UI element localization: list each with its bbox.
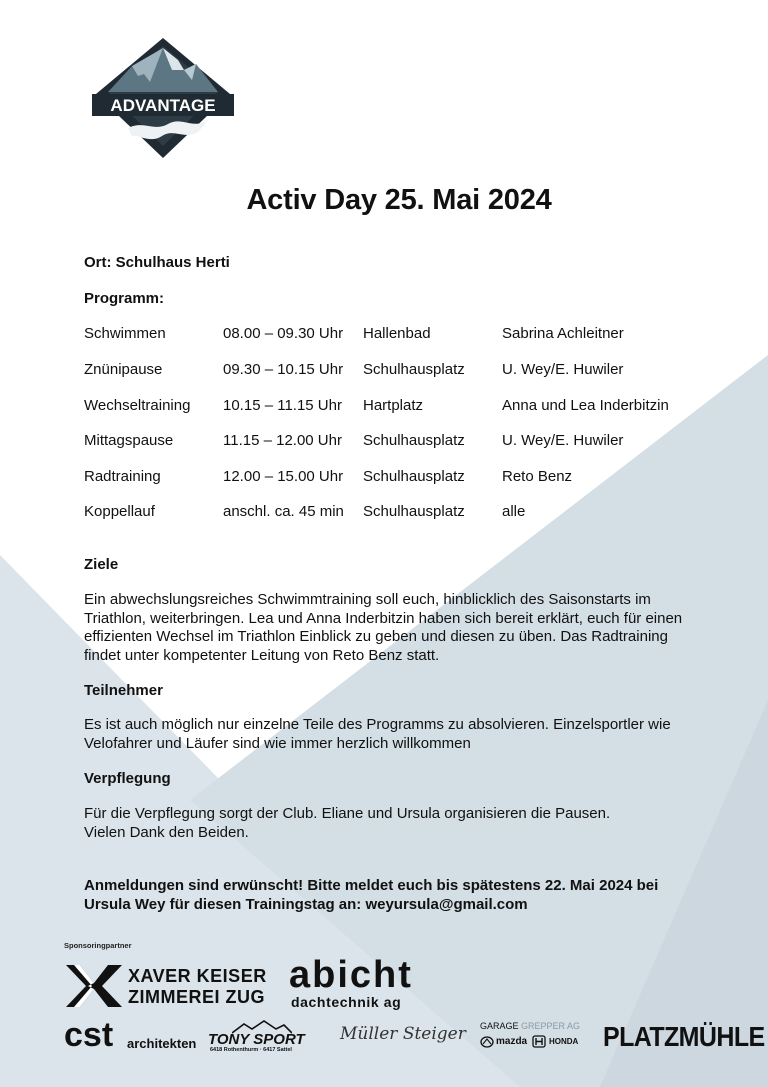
program-activity: Wechseltraining: [84, 397, 191, 414]
tony-sport-name: TONY SPORT: [208, 1031, 305, 1048]
program-lead: U. Wey/E. Huwiler: [502, 361, 624, 378]
program-place: Schulhausplatz: [363, 503, 465, 520]
mazda-name: mazda: [496, 1036, 528, 1047]
program-lead: Sabrina Achleitner: [502, 325, 624, 342]
program-time: 12.00 – 15.00 Uhr: [223, 468, 344, 485]
program-lead: Anna und Lea Inderbitzin: [502, 397, 669, 414]
xaver-keiser-line: XAVER KEISER: [128, 966, 267, 986]
xaver-keiser-line: ZIMMEREI ZUG: [128, 987, 265, 1007]
garage-name: [480, 1021, 580, 1031]
program-place: Hallenbad: [363, 325, 431, 342]
catering-line: Vielen Dank den Beiden.: [84, 823, 249, 841]
program-activity: Schwimmen: [84, 325, 166, 342]
garage-name-b: GREPPER AG: [521, 1021, 581, 1031]
program-place: Schulhausplatz: [363, 468, 465, 485]
page-title: Activ Day 25. Mai 2024: [246, 184, 552, 216]
xaver-keiser-icon: [64, 963, 124, 1009]
program-label: Programm:: [84, 290, 165, 307]
garage-name-a: GARAGE: [480, 1021, 519, 1031]
signup-line: Anmeldungen sind erwünscht! Bitte meldet euch bis spätestens 22. Mai 2024 bei: [84, 877, 659, 894]
program-place: Schulhausplatz: [363, 361, 465, 378]
abicht-sub: dachtechnik ag: [291, 994, 402, 1010]
goals-heading: Ziele: [84, 556, 119, 573]
participants-heading: Teilnehmer: [84, 682, 163, 699]
program-time: anschl. ca. 45 min: [223, 503, 344, 520]
catering-text: [84, 805, 704, 842]
abicht-name: abicht: [289, 954, 413, 996]
location-label: Ort: Schulhaus Herti: [84, 254, 230, 271]
program-lead: U. Wey/E. Huwiler: [502, 432, 624, 449]
tony-sport-sub: 6418 Rothenthurm · 6417 Sattel: [210, 1047, 292, 1053]
catering-heading: Verpflegung: [84, 770, 171, 787]
advantage-logo: [92, 36, 234, 160]
catering-line: Für die Verpflegung sorgt der Club. Eliane und Ursula organisieren die Pausen.: [84, 805, 611, 822]
program-activity: Koppellauf: [84, 503, 155, 520]
program-activity: Mittagspause: [84, 432, 174, 449]
program-lead: alle: [502, 503, 526, 520]
program-activity: Radtraining: [84, 468, 161, 485]
signup-line: Ursula Wey für diesen Trainingstag an: weyursula@gmail.com: [84, 896, 528, 913]
mueller-steiger-name: Müller Steiger: [340, 1024, 466, 1044]
sponsors-label: Sponsoringpartner: [64, 941, 132, 950]
honda-name: HONDA: [549, 1037, 579, 1046]
program-time: 10.15 – 11.15 Uhr: [223, 397, 342, 414]
program-place: Hartplatz: [363, 397, 424, 414]
cst-sub: architekten: [127, 1036, 197, 1051]
logo-text: ADVANTAGE: [110, 96, 216, 115]
mazda-icon: [480, 1036, 494, 1048]
goals-text: Ein abwechslungsreiches Schwimmtraining soll euch, hinblicklich des Saisonstarts im Triathlon, weiterbringen. Lea und Anna Inderbitzin haben sich bereit erklärt, euch für einen effizienten Wechsel im Triathlon Einblick zu geben und diesen zu üben. Das Radtraining findet unter kompetenter Leitung von Reto Benz statt.: [84, 591, 683, 664]
program-time: 08.00 – 09.30 Uhr: [223, 325, 344, 342]
program-time: 11.15 – 12.00 Uhr: [223, 432, 342, 449]
honda-icon: [532, 1035, 546, 1048]
signup-notice: [84, 876, 724, 914]
program-lead: Reto Benz: [502, 468, 573, 485]
participants-text: Es ist auch möglich nur einzelne Teile des Programms zu absolvieren. Einzelsportler wie Velofahrer und Läufer sind wie immer herzlich willkommen: [84, 716, 671, 752]
program-activity: Znünipause: [84, 361, 163, 378]
program-time: 09.30 – 10.15 Uhr: [223, 361, 344, 378]
program-place: Schulhausplatz: [363, 432, 465, 449]
cst-name: cst: [64, 1016, 114, 1054]
platzmuehle-name: PLATZMÜHLE: [603, 1022, 765, 1053]
